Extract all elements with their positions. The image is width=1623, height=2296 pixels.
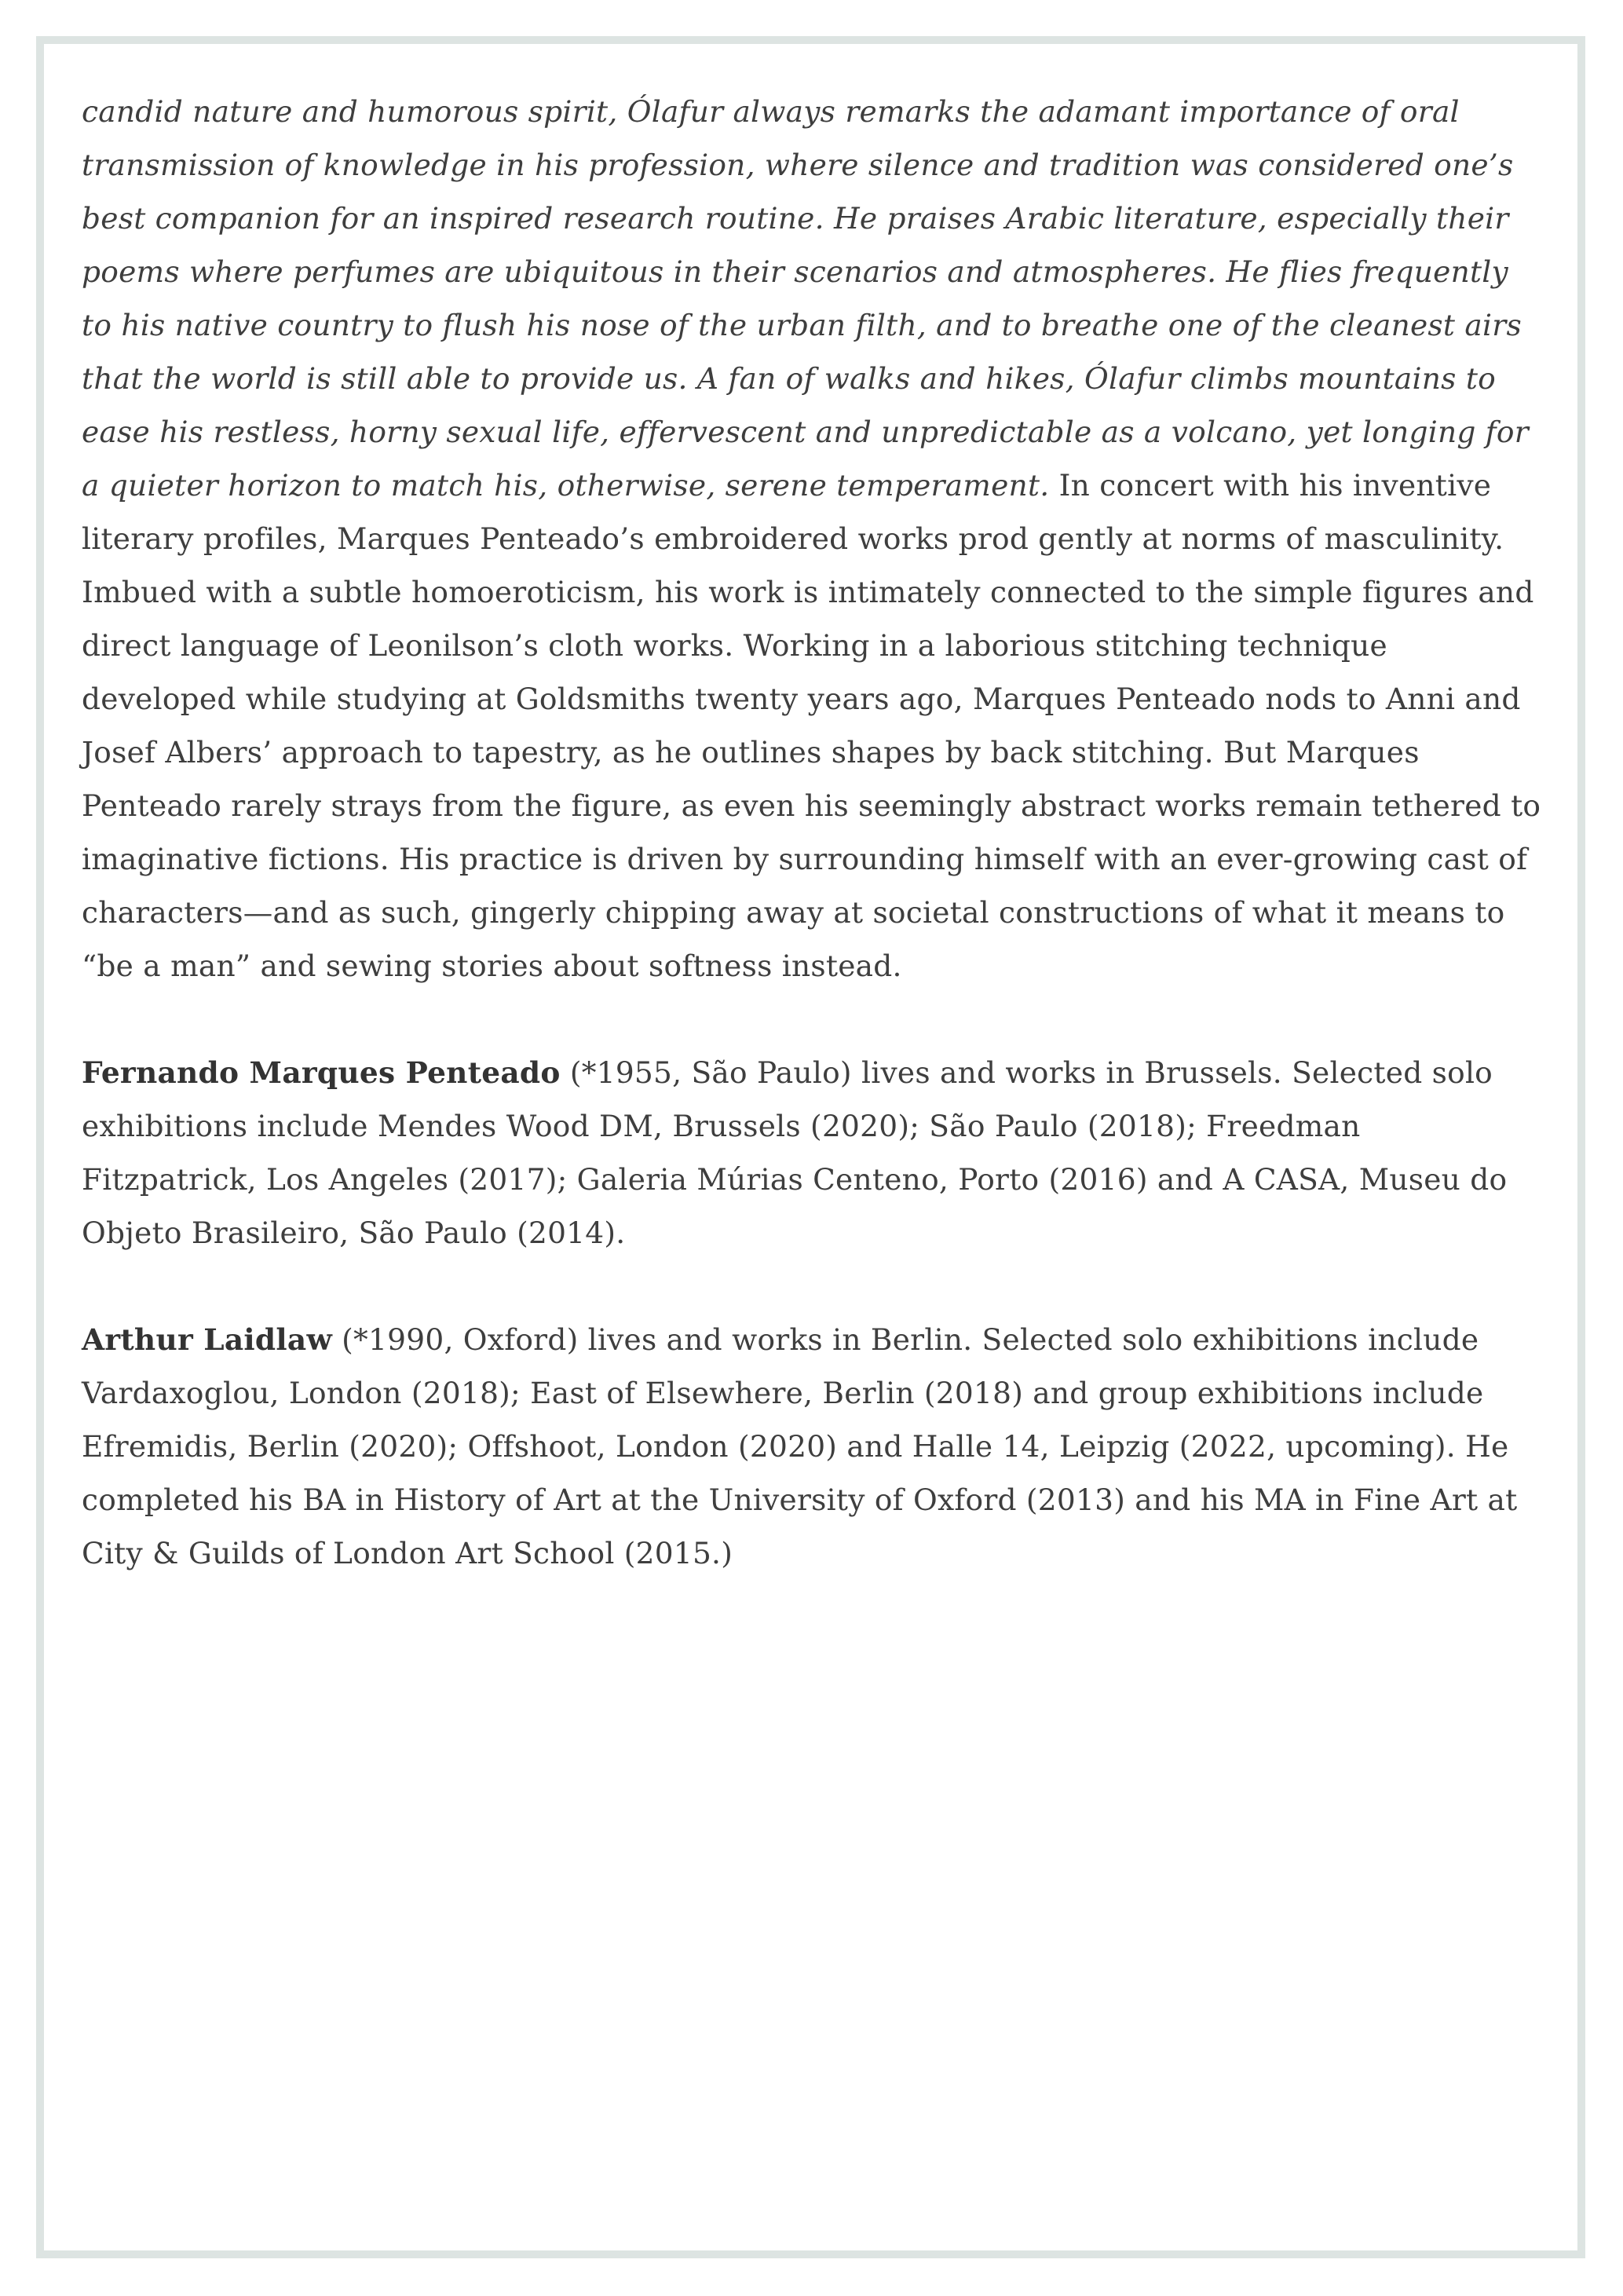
bio-laidlaw-paragraph (82, 1313, 1544, 1580)
essay-text: In concert with his inventive literary profiles, Marques Penteado’s embroidered works prod gently at norms of masculinity. Imbued with a subtle homoeroticism, his work is intimately connected to the simple figures and direct language of Leonilson’s cloth works. Working in a laborious stitching technique developed while studying at Goldsmiths twenty years ago, Marques Penteado nods to Anni and Josef Albers’ approach to tapestry, as he outlines shapes by back stitching. But Marques Penteado rarely strays from the figure, as even his seemingly abstract works remain tethered to imaginative fictions. His practice is driven by surrounding himself with an ever-growing cast of characters—and as such, gingerly chipping away at societal constructions of what it means to “be a man” and sewing stories about softness instead. (82, 468, 1541, 983)
artist-name-laidlaw: Arthur Laidlaw (82, 1322, 332, 1357)
bio-laidlaw-text: (*1990, Oxford) lives and works in Berlin. Selected solo exhibitions include Vardaxoglou, London (2018); East of Elsewhere, Berlin (2018) and group exhibitions include Efremidis, Berlin (2020); Offshoot, London (2020) and Halle 14, Leipzig (2022, upcoming). He completed his BA in History of Art at the University of Oxford (2013) and his MA in Fine Art at City & Guilds of London Art School (2015.) (82, 1322, 1518, 1570)
artist-name-penteado: Fernando Marques Penteado (82, 1055, 561, 1090)
bio-penteado-paragraph (82, 1046, 1544, 1260)
intro-paragraph (82, 85, 1544, 993)
document-body (82, 85, 1544, 1580)
bio-penteado-text: (*1955, São Paulo) lives and works in Brussels. Selected solo exhibitions include Mendes Wood DM, Brussels (2020); São Paulo (2018); Freedman Fitzpatrick, Los Angeles (2017); Galeria Múrias Centeno, Porto (2016) and A CASA, Museu do Objeto Brasileiro, São Paulo (2014). (82, 1055, 1508, 1250)
italic-profile-text: candid nature and humorous spirit, Ólafur always remarks the adamant importance of oral transmission of knowledge in his profession, where silence and tradition was considered one’s best companion for an inspired research routine. He praises Arabic literature, especially their poems where perfumes are ubiquitous in their scenarios and atmospheres. He flies frequently to his native country to flush his nose of the urban filth, and to breathe one of the cleanest airs that the world is still able to provide us. A fan of walks and hikes, Ólafur climbs mountains to ease his restless, horny sexual life, effervescent and unpredictable as a volcano, yet longing for a quieter horizon to match his, otherwise, serene temperament. (82, 94, 1529, 503)
